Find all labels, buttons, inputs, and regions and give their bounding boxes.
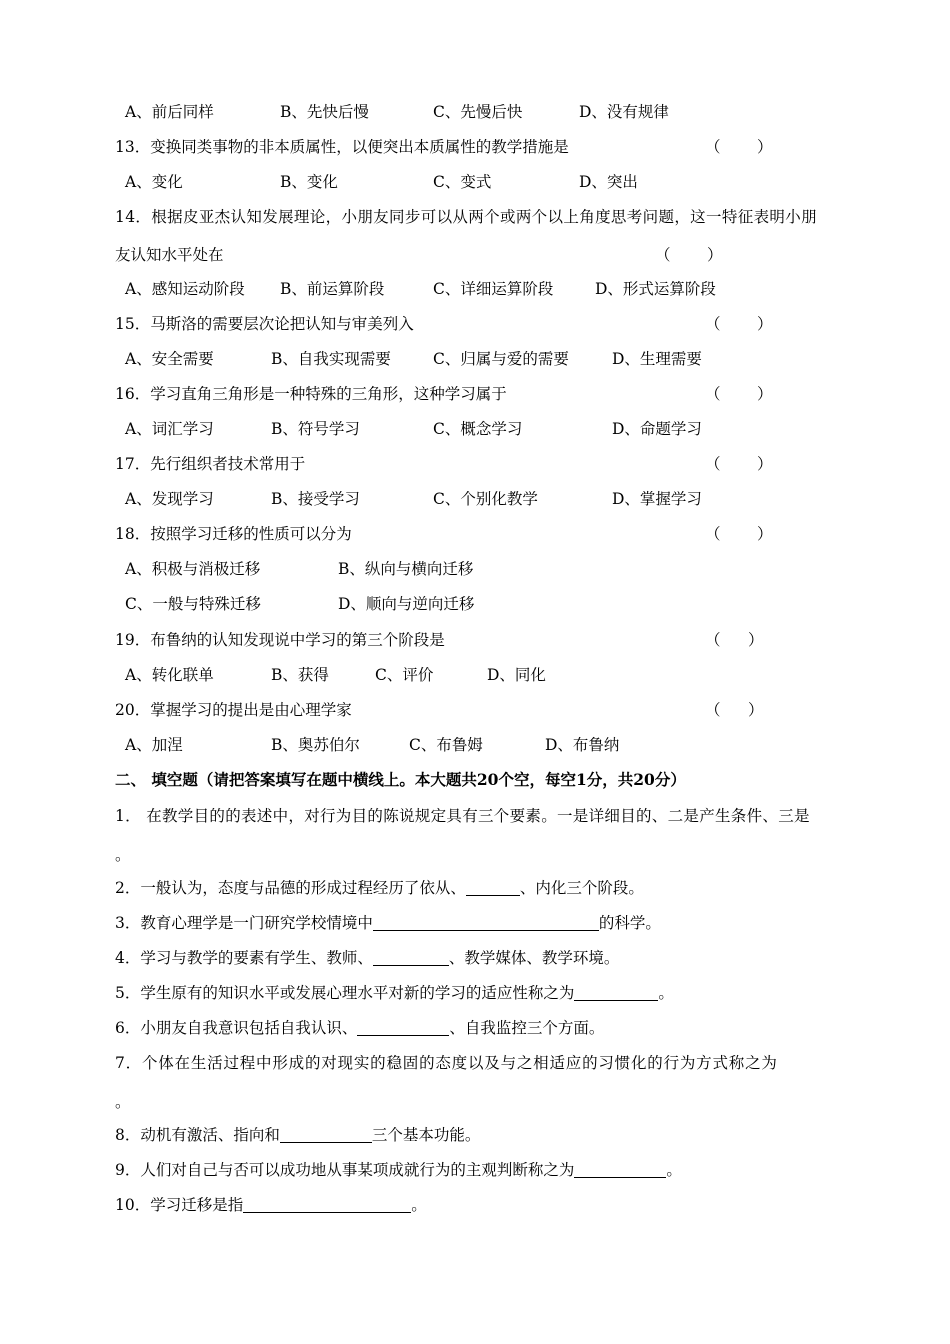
option-d: D、同化 xyxy=(487,666,546,684)
option-a: A、发现学习 xyxy=(125,490,214,508)
option-d: D、布鲁纳 xyxy=(545,736,620,754)
option-c: C、变式 xyxy=(433,173,492,191)
option-d: D、形式运算阶段 xyxy=(595,280,716,298)
answer-paren-close: ） xyxy=(757,138,773,156)
option-a: A、感知运动阶段 xyxy=(125,280,245,298)
answer-paren-open: （ xyxy=(705,138,721,156)
option-d: D、生理需要 xyxy=(612,350,702,368)
option-b: B、先快后慢 xyxy=(280,103,369,121)
fill-text-after: 、教学媒体、教学环境。 xyxy=(448,949,620,967)
question-14-continued xyxy=(0,243,950,267)
option-a: A、积极与消极迁移 xyxy=(125,560,261,578)
answer-paren-open: （ xyxy=(705,315,721,333)
option-a: A、转化联单 xyxy=(125,666,214,684)
answer-blank[interactable] xyxy=(357,1017,449,1036)
question-17 xyxy=(0,452,950,476)
fill-question-8 xyxy=(0,1123,950,1147)
fill-line xyxy=(115,1016,604,1040)
question-text: 。 xyxy=(115,1093,131,1111)
option-b: B、自我实现需要 xyxy=(271,350,391,368)
option-c: C、概念学习 xyxy=(433,420,523,438)
option-c: C、评价 xyxy=(375,666,434,684)
question-text: 13．变换同类事物的非本质属性，以便突出本质属性的教学措施是 xyxy=(115,138,569,156)
section-heading xyxy=(0,768,950,792)
fill-text-before: 4．学习与教学的要素有学生、教师、 xyxy=(115,949,373,967)
fill-text-after: 。 xyxy=(658,984,674,1002)
fill-line xyxy=(115,1123,480,1147)
answer-blank[interactable] xyxy=(373,912,599,931)
question-20 xyxy=(0,698,950,722)
fill-question-1-continued xyxy=(0,843,950,867)
options-row xyxy=(0,170,950,194)
question-14 xyxy=(0,205,950,229)
question-text: 7．个体在生活过程中形成的对现实的稳固的态度以及与之相适应的习惯化的行为方式称之为 xyxy=(115,1054,778,1072)
question-13 xyxy=(0,135,950,159)
fill-question-5 xyxy=(0,981,950,1005)
fill-text-after: 三个基本功能。 xyxy=(371,1126,481,1144)
option-b: B、纵向与横向迁移 xyxy=(338,560,474,578)
fill-line xyxy=(115,946,619,970)
option-b: B、接受学习 xyxy=(271,490,360,508)
fill-question-6 xyxy=(0,1016,950,1040)
options-row xyxy=(0,733,950,757)
option-a: A、安全需要 xyxy=(125,350,214,368)
question-text: 20．掌握学习的提出是由心理学家 xyxy=(115,701,352,719)
option-c: C、先慢后快 xyxy=(433,103,523,121)
option-b: B、符号学习 xyxy=(271,420,360,438)
fill-text-before: 2．一般认为，态度与品德的形成过程经历了依从、 xyxy=(115,879,466,897)
options-row xyxy=(0,277,950,301)
fill-text-before: 8．动机有激活、指向和 xyxy=(115,1126,280,1144)
question-text: 1． 在教学目的的表述中，对行为目的陈说规定具有三个要素。一是详细目的、二是产生条件、三是 xyxy=(115,807,810,825)
fill-text-before: 9．人们对自己与否可以成功地从事某项成就行为的主观判断称之为 xyxy=(115,1161,575,1179)
option-d: D、没有规律 xyxy=(579,103,669,121)
answer-paren-open: （ xyxy=(705,701,721,719)
question-18 xyxy=(0,522,950,546)
option-d: D、突出 xyxy=(579,173,638,191)
fill-question-7-continued xyxy=(0,1090,950,1114)
question-text: 14．根据皮亚杰认知发展理论，小朋友同步可以从两个或两个以上角度思考问题，这一特征表明小朋 xyxy=(115,208,817,226)
answer-paren-close: ） xyxy=(757,525,773,543)
answer-paren-open: （ xyxy=(705,631,721,649)
fill-question-10 xyxy=(0,1193,950,1217)
answer-paren-open: （ xyxy=(705,455,721,473)
option-a: A、词汇学习 xyxy=(125,420,214,438)
answer-blank[interactable] xyxy=(373,947,449,966)
fill-question-9 xyxy=(0,1158,950,1182)
answer-paren-close: ） xyxy=(757,455,773,473)
answer-blank[interactable] xyxy=(280,1124,372,1143)
option-b: B、前运算阶段 xyxy=(280,280,385,298)
question-text: 16．学习直角三角形是一种特殊的三角形，这种学习属于 xyxy=(115,385,507,403)
option-b: B、变化 xyxy=(280,173,338,191)
fill-text-after: 。 xyxy=(666,1161,682,1179)
options-row xyxy=(0,100,950,124)
answer-blank[interactable] xyxy=(574,1159,666,1178)
question-text: 18．按照学习迁移的性质可以分为 xyxy=(115,525,352,543)
answer-paren-open: （ xyxy=(655,246,671,264)
fill-question-2 xyxy=(0,876,950,900)
answer-blank[interactable] xyxy=(243,1194,411,1213)
options-row xyxy=(0,663,950,687)
answer-paren-close: ） xyxy=(748,701,764,719)
fill-text-before: 5．学生原有的知识水平或发展心理水平对新的学习的适应性称之为 xyxy=(115,984,575,1002)
answer-blank[interactable] xyxy=(574,982,658,1001)
question-text: 17．先行组织者技术常用于 xyxy=(115,455,306,473)
fill-text-before: 6．小朋友自我意识包括自我认识、 xyxy=(115,1019,358,1037)
fill-question-3 xyxy=(0,911,950,935)
fill-line xyxy=(115,1193,427,1217)
options-row xyxy=(0,592,950,616)
options-row xyxy=(0,417,950,441)
question-16 xyxy=(0,382,950,406)
question-text: 15．马斯洛的需要层次论把认知与审美列入 xyxy=(115,315,414,333)
fill-text-after: 。 xyxy=(411,1196,427,1214)
fill-question-7 xyxy=(0,1051,950,1075)
option-a: A、变化 xyxy=(125,173,183,191)
option-c: C、一般与特殊迁移 xyxy=(125,595,261,613)
fill-question-4 xyxy=(0,946,950,970)
fill-line xyxy=(115,1158,682,1182)
question-19 xyxy=(0,628,950,652)
options-row xyxy=(0,487,950,511)
answer-blank[interactable] xyxy=(466,877,520,896)
answer-paren-close: ） xyxy=(757,315,773,333)
answer-paren-close: ） xyxy=(707,246,723,264)
fill-line xyxy=(115,911,661,935)
option-c: C、详细运算阶段 xyxy=(433,280,554,298)
fill-text-before: 3．教育心理学是一门研究学校情境中 xyxy=(115,914,373,932)
question-15 xyxy=(0,312,950,336)
fill-text-after: 、内化三个阶段。 xyxy=(519,879,644,897)
answer-paren-open: （ xyxy=(705,525,721,543)
fill-question-1 xyxy=(0,804,950,828)
section-title: 二、 填空题（请把答案填写在题中横线上。本大题共20个空，每空1分，共20分） xyxy=(115,770,686,789)
option-d: D、顺向与逆向迁移 xyxy=(338,595,475,613)
answer-paren-close: ） xyxy=(757,385,773,403)
answer-paren-open: （ xyxy=(705,385,721,403)
question-text: 19．布鲁纳的认知发现说中学习的第三个阶段是 xyxy=(115,631,445,649)
fill-text-before: 10．学习迁移是指 xyxy=(115,1196,244,1214)
option-c: C、个别化教学 xyxy=(433,490,538,508)
fill-text-after: 的科学。 xyxy=(598,914,661,932)
fill-line xyxy=(115,981,674,1005)
question-text: 。 xyxy=(115,846,131,864)
option-c: C、布鲁姆 xyxy=(409,736,483,754)
option-b: B、奥苏伯尔 xyxy=(271,736,360,754)
fill-text-after: 、自我监控三个方面。 xyxy=(449,1019,605,1037)
question-text: 友认知水平处在 xyxy=(115,246,224,264)
option-c: C、归属与爱的需要 xyxy=(433,350,569,368)
answer-paren-close: ） xyxy=(748,631,764,649)
option-a: A、前后同样 xyxy=(125,103,214,121)
option-d: D、命题学习 xyxy=(612,420,702,438)
options-row xyxy=(0,347,950,371)
option-d: D、掌握学习 xyxy=(612,490,702,508)
option-a: A、加涅 xyxy=(125,736,183,754)
fill-line xyxy=(115,876,644,900)
option-b: B、获得 xyxy=(271,666,329,684)
options-row xyxy=(0,557,950,581)
